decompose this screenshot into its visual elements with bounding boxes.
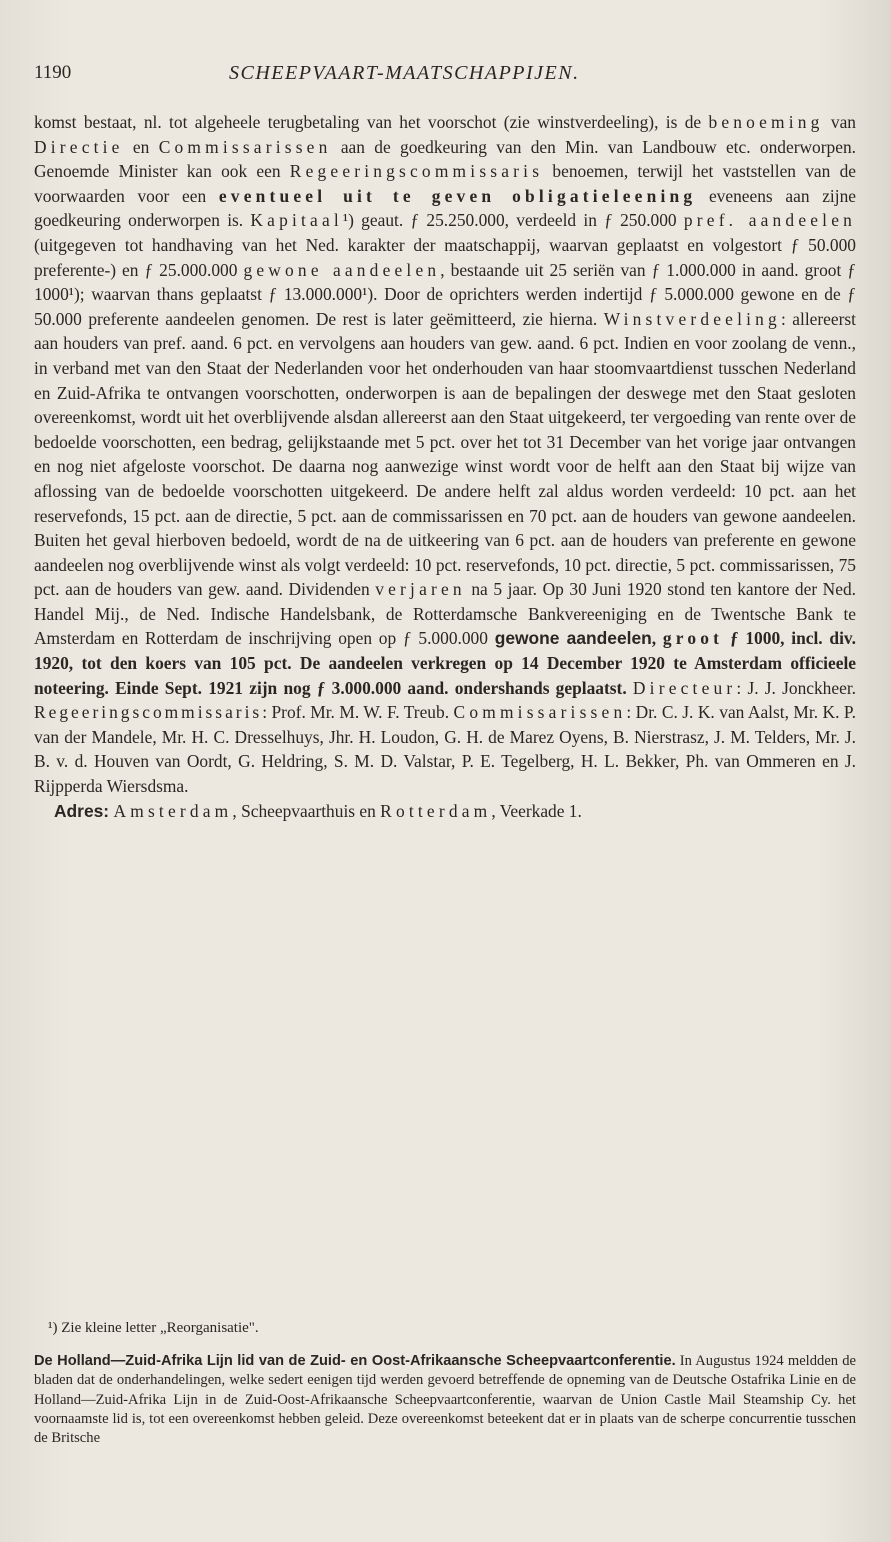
spaced-term: pref. aandeelen [683,210,857,231]
spaced-term: Commissarissen [453,702,627,723]
text-run: : allereerst aan houders van pref. aand. 6 pct. en vervolgens aan houders van gew. aand. 6 pct. Indien en voor zoolang de venn., in verband met van den Staat der Nederlanden voor het onderhouden van haar stoomvaartdienst tusschen Nederland en Zuid-Afrika te ontvangen voorschotten, onderworpen is aan de bepalingen der deswege met den Staat gesloten overeenkomst, wordt uit het overblijvende alsdan allereerst aan den Staat uitgekeerd, ter vergoeding van rente over de bedoelde voorschotten, een bedrag, gelijkstaande met 5 pct. over het tot 31 December van het vorige jaar ontvangen en nog niet afgeloste voorschot. De daarna nog aanwezige winst wordt voor de helft aan den Staat bij wijze van aflossing van de bedoelde voorschotten uitgekeerd. De andere helft zal aldus worden verdeeld: 10 pct. aan het reservefonds, 15 pct. aan de directie, 5 pct. aan de commissarissen en 70 pct. aan de houders van gewone aandeelen. Buiten het geval hierboven bedoeld, wordt de na de uitkeering van 6 pct. aan de houders van preferente en gewone aandeelen nog overblijvende winst als volgt verdeeld: 10 pct. reservefonds, 10 pct. directie, 5 pct. commissarissen, 75 pct. aan de houders van gew. aand. Dividenden [34,308,856,600]
spaced-term: verjaren [375,579,466,600]
spaced-term: Directeur [632,677,737,698]
running-title: SCHEEPVAART-MAATSCHAPPIJEN. [229,62,580,84]
text-run: , Scheepvaarthuis en [232,800,381,821]
text-run: : Prof. Mr. M. W. F. Treub. [262,702,454,723]
spaced-term: eventueel uit te geven obligatieleening [218,185,697,206]
section-text: In Augustus 1924 meldden de bladen dat de onderhandelingen, welke sedert eenigen tijd werden gevoerd betreffende de opneming van de Deutsche Ostafrika Linie en de Holland—Zuid-Afrika Lijn in de Zuid-Oost-Afrikaansche Scheepvaartconferentie, waarvan de Union Castle Mail Steamship Cy. het voornaamste lid is, tot een overeenkomst hebben geleid. Deze overeenkomst beteekent dat er in plaats van de scherpe concurrentie tusschen de Britsche [34,1353,856,1447]
bold-term: gewone aandeelen [494,628,652,649]
spaced-term: Commissarissen [158,136,332,157]
spaced-term: Winstverdeeling [603,308,781,329]
spaced-term: Rotterdam [380,800,492,821]
text-run: komst bestaat, nl. tot algeheele terugbetaling van het voorschot (zie winstverdeeling), is de [34,112,709,132]
spaced-term: Kapitaal [250,210,343,231]
text-run: , Veerkade 1. [491,800,582,821]
text-run: : Dr. C. J. K. van Aalst, Mr. K. P. van der Mandele, Mr. H. C. Dresselhuys, Jhr. H. Loudon, G. H. de Marez Oyens, B. Nierstrasz, J. M. Telders, Mr. J. B. v. d. Houven van Oordt, G. Heldring, S. M. D. Valstar, P. E. Tegelberg, H. L. Bekker, Ph. van Ommeren en J. Rijpperda Wiersdsma. [34,702,857,797]
text-run: (uitgegeven tot handhaving van het Ned. karakter der maatschappij, waarvan geplaatst en volgestort ƒ 50.000 preferente-) en ƒ 25.000.000 [34,234,856,280]
text-run: ƒ 1000, incl. div. 1920, tot den koers van 105 pct. De aandeelen verkregen op 14 December 1920 te Amsterdam officieele noteering. Einde Sept. 1921 zijn nog ƒ 3.000.000 aand. ondershands geplaatst. [34,628,856,698]
text-run: van [823,112,856,132]
spaced-term: Regeeringscommissaris [289,161,544,182]
text-run: , bestaande uit 25 seriën van ƒ 1.000.000 in aand. groot ƒ 1000¹); waarvan thans geplaatst ƒ 13.000.000¹). Door de oprichters werden indertijd ƒ 5.000.000 gewone en de ƒ 50.000 preferente aandeelen genomen. De rest is later geëmitteerd, zie hierna. [34,259,856,329]
section-heading: De Holland—Zuid-Afrika Lijn lid van de Zuid- en Oost-Afrikaansche Scheepvaartconferentie. [34,1353,676,1369]
text-run: eveneens aan zijne goedkeuring onderworpen is. [34,185,857,231]
text-run: benoemen, terwijl het vaststellen van de voorwaarden voor een [34,161,856,206]
spaced-term: Regeeringscommissaris [34,702,263,723]
text-run: : J. J. Jonckheer. [736,677,856,698]
text-run: na 5 jaar. Op 30 Juni 1920 stond ten kantore der Ned. Handel Mij., de Ned. Indische Handelsbank, de Rotterdamsche Bankvereeniging en de Twentsche Bank te Amsterdam en Rotterdam de inschrijving open op ƒ 5.000.000 [34,579,857,649]
small-print-section [34,1352,856,1448]
text-run: , [651,628,663,649]
footnote: ¹) Zie kleine letter „Reorganisatie". [48,1320,259,1336]
page-number: 1190 [34,62,72,83]
spaced-term: gewone aandeelen [243,259,441,280]
spaced-term: benoeming [708,112,824,132]
text-run: en [123,136,159,157]
spaced-term: Directie [34,136,124,157]
spaced-term: Amsterdam [113,800,233,821]
main-paragraph [34,110,856,823]
page-header [34,62,854,92]
adres-label: Adres: [54,800,110,821]
spaced-term: groot [662,628,724,649]
text-run: aan de goedkeuring van den Min. van Landbouw etc. onderworpen. Genoemde Minister kan ook een [34,136,856,182]
text-run: ¹) geaut. ƒ 25.250.000, verdeeld in ƒ 250.000 [342,210,684,231]
